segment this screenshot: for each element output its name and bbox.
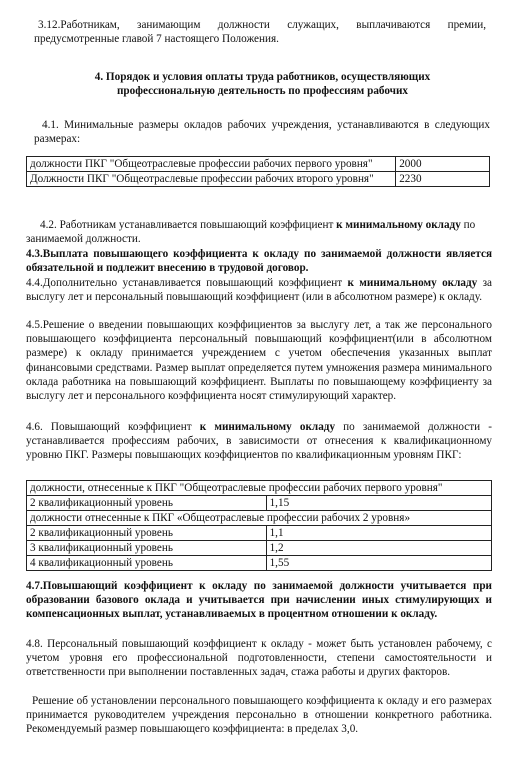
section-4-heading [40,70,485,98]
paragraph-4-7: 4.7.Повышающий коэффициент к окладу по занимаемой должности учитывается при образовании базового оклада и учитывается при начислении иных стимулирующих и компенсационных выплат, устанавливаемых в процентном отношении к окладу. [26,580,492,621]
table-cell: Должности ПКГ "Общеотраслевые профессии рабочих второго уровня" [27,172,396,187]
table-row [27,526,492,541]
coefficient-table [26,480,492,571]
table-row [27,172,490,187]
paragraph-4-1: 4.1. Минимальные размеры окладов рабочих учреждения, устанавливаются в следующих размерах: [34,119,490,146]
table-group-cell: должности отнесенные к ПКГ «Общеотраслевые профессии рабочих 2 уровня» [27,511,492,526]
paragraph-4-4: 4.4.Дополнительно устанавливается повышающий коэффициент к минимальному окладу за выслугу лет и персональный повышающий коэффициент (или в абсолютном размере) к окладу. [26,277,492,304]
table-row [27,157,490,172]
table-cell: 3 квалификационный уровень [27,541,267,556]
salary-table [26,156,490,187]
table-cell: 2000 [396,157,490,172]
heading-line-1: 4. Порядок и условия оплаты труда работников, осуществляющих [94,71,431,83]
paragraph-3-12: 3.12.Работникам, занимающим должности служащих, выплачиваются премии, предусмотренные главой 7 настоящего Положения. [34,19,486,46]
table-cell: 4 квалификационный уровень [27,556,267,571]
paragraph-4-5: 4.5.Решение о введении повышающих коэффициентов за выслугу лет, а так же персонального повышающего коэффициента персональный повышающий коэффициент(или в абсолютном размере) к окладу принимается учреждением с учетом обеспечения указанных выплат финансовыми средствами. Размер выплат определяется путем умножения размера минимального оклада работника на повышающий коэффициент. Выплаты по повышающему коэффициенту за выслугу лет и персонального коэффициента носят стимулирующий характер. [26,319,492,403]
paragraph-4-8-decision: Решение об установлении персонального повышающего коэффициента к окладу и его размерах принимается руководителем учреждения персонально в отношении конкретного работника. Рекомендуемый размер повышающего коэффициента: в пределах 3,0. [26,695,492,736]
table-row [27,556,492,571]
paragraph-4-3: 4.3.Выплата повышающего коэффициента к окладу по занимаемой должности является обязательной и подлежит внесению в трудовой договор. [26,248,492,275]
table-row [27,541,492,556]
table-cell: должности ПКГ "Общеотраслевые профессии рабочих первого уровня" [27,157,396,172]
table-cell: 2 квалификационный уровень [27,526,267,541]
table-cell: 1,1 [266,526,491,541]
table-group-cell: должности, отнесенные к ПКГ "Общеотраслевые профессии рабочих первого уровня" [27,481,492,496]
heading-line-2: профессиональную деятельность по профессиям рабочих [116,85,409,98]
table-cell: 2 квалификационный уровень [27,496,267,511]
table-cell: 1,15 [266,496,491,511]
table-row [27,481,492,496]
table-cell: 2230 [396,172,490,187]
table-row [27,496,492,511]
table-cell: 1,2 [266,541,491,556]
paragraph-4-6: 4.6. Повышающий коэффициент к минимальному окладу по занимаемой должности - устанавливается профессиям рабочих, в зависимости от отнесения к квалификационному уровню ПКГ. Размеры повышающих коэффициентов по квалификационным уровням ПКГ: [26,421,492,462]
paragraph-4-8: 4.8. Персональный повышающий коэффициент к окладу - может быть установлен рабочему, с учетом уровня его профессиональной подготовленности, степени самостоятельности и ответственности при выполнении поставленных задач, стажа работы и других факторов. [26,638,492,679]
paragraph-4-2: 4.2. Работникам устанавливается повышающий коэффициент к минимальному окладу по занимаемой должности. [26,219,476,246]
table-cell: 1,55 [266,556,491,571]
table-row [27,511,492,526]
